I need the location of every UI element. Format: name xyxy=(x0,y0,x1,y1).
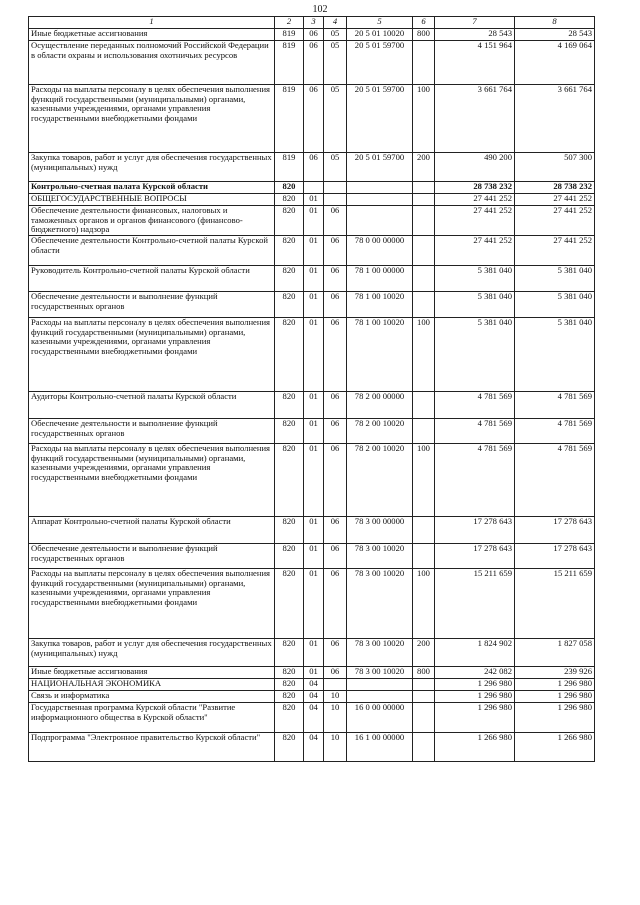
row-amount-2-cell: 1 296 980 xyxy=(515,679,595,691)
row-expense-type-cell: 200 xyxy=(413,639,435,667)
row-expense-type-cell xyxy=(413,392,435,419)
row-name-cell: Расходы на выплаты персоналу в целях обеспечения выполнения функций государственными (муниципальными) органами, казенными учреждениями, органами управления государственными внебюджетными фондами xyxy=(29,569,275,639)
row-grbs-cell: 820 xyxy=(275,182,304,194)
table-row xyxy=(29,236,595,266)
row-expense-type-cell xyxy=(413,292,435,318)
row-amount-2-cell: 3 661 764 xyxy=(515,85,595,153)
row-amount-1-cell: 28 738 232 xyxy=(435,182,515,194)
row-section-cell: 01 xyxy=(304,639,324,667)
row-name-cell: Расходы на выплаты персоналу в целях обеспечения выполнения функций государственными (муниципальными) органами, казенными учреждениями, органами управления государственными внебюджетными фондами xyxy=(29,85,275,153)
row-grbs-cell: 820 xyxy=(275,392,304,419)
row-expense-type-cell xyxy=(413,206,435,236)
row-target-article-cell: 16 1 00 00000 xyxy=(347,733,413,762)
row-name-cell: Обеспечение деятельности и выполнение функций государственных органов xyxy=(29,544,275,569)
row-section-cell: 01 xyxy=(304,419,324,444)
row-name-cell: Руководитель Контрольно-счетной палаты Курской области xyxy=(29,266,275,292)
row-amount-2-cell: 239 926 xyxy=(515,667,595,679)
row-subsection-cell: 06 xyxy=(324,206,347,236)
row-grbs-cell: 820 xyxy=(275,569,304,639)
row-section-cell: 06 xyxy=(304,41,324,85)
row-expense-type-cell: 100 xyxy=(413,569,435,639)
row-subsection-cell: 06 xyxy=(324,236,347,266)
row-expense-type-cell: 800 xyxy=(413,29,435,41)
row-target-article-cell: 20 5 01 59700 xyxy=(347,85,413,153)
row-amount-1-cell: 490 200 xyxy=(435,153,515,182)
row-grbs-cell: 820 xyxy=(275,266,304,292)
row-name-cell: ОБЩЕГОСУДАРСТВЕННЫЕ ВОПРОСЫ xyxy=(29,194,275,206)
row-section-cell: 04 xyxy=(304,679,324,691)
row-expense-type-cell xyxy=(413,517,435,544)
row-amount-2-cell: 5 381 040 xyxy=(515,266,595,292)
row-section-cell: 04 xyxy=(304,691,324,703)
table-row xyxy=(29,318,595,392)
row-target-article-cell: 78 2 00 10020 xyxy=(347,444,413,517)
row-target-article-cell: 78 0 00 00000 xyxy=(347,236,413,266)
row-target-article-cell: 20 5 01 59700 xyxy=(347,153,413,182)
row-target-article-cell: 78 2 00 00000 xyxy=(347,392,413,419)
table-row xyxy=(29,679,595,691)
row-name-cell: Обеспечение деятельности Контрольно-счетной палаты Курской области xyxy=(29,236,275,266)
row-grbs-cell: 820 xyxy=(275,206,304,236)
row-amount-2-cell: 15 211 659 xyxy=(515,569,595,639)
row-target-article-cell: 20 5 01 59700 xyxy=(347,41,413,85)
row-amount-1-cell: 5 381 040 xyxy=(435,292,515,318)
row-grbs-cell: 820 xyxy=(275,733,304,762)
row-amount-1-cell: 4 781 569 xyxy=(435,392,515,419)
row-amount-2-cell: 17 278 643 xyxy=(515,544,595,569)
row-amount-2-cell: 17 278 643 xyxy=(515,517,595,544)
row-grbs-cell: 819 xyxy=(275,41,304,85)
row-subsection-cell: 06 xyxy=(324,292,347,318)
row-name-cell: Закупка товаров, работ и услуг для обеспечения государственных (муниципальных) нужд xyxy=(29,639,275,667)
table-row xyxy=(29,419,595,444)
row-section-cell: 01 xyxy=(304,236,324,266)
row-name-cell: Обеспечение деятельности и выполнение функций государственных органов xyxy=(29,292,275,318)
row-target-article-cell: 78 1 00 10020 xyxy=(347,318,413,392)
column-header: 2 xyxy=(275,17,304,29)
row-name-cell: Связь и информатика xyxy=(29,691,275,703)
row-target-article-cell: 78 3 00 10020 xyxy=(347,544,413,569)
row-subsection-cell xyxy=(324,194,347,206)
row-amount-1-cell: 1 266 980 xyxy=(435,733,515,762)
row-subsection-cell: 06 xyxy=(324,517,347,544)
row-name-cell: Аппарат Контрольно-счетной палаты Курской области xyxy=(29,517,275,544)
row-amount-1-cell: 3 661 764 xyxy=(435,85,515,153)
row-grbs-cell: 820 xyxy=(275,194,304,206)
row-name-cell: Расходы на выплаты персоналу в целях обеспечения выполнения функций государственными (муниципальными) органами, казенными учреждениями, органами управления государственными внебюджетными фондами xyxy=(29,444,275,517)
row-grbs-cell: 820 xyxy=(275,544,304,569)
row-section-cell: 04 xyxy=(304,733,324,762)
row-amount-1-cell: 1 296 980 xyxy=(435,691,515,703)
row-grbs-cell: 819 xyxy=(275,85,304,153)
table-row xyxy=(29,292,595,318)
row-amount-2-cell: 4 169 064 xyxy=(515,41,595,85)
row-section-cell: 06 xyxy=(304,29,324,41)
row-amount-1-cell: 5 381 040 xyxy=(435,318,515,392)
row-amount-2-cell: 28 543 xyxy=(515,29,595,41)
row-subsection-cell: 10 xyxy=(324,703,347,733)
row-section-cell: 01 xyxy=(304,292,324,318)
row-target-article-cell: 78 3 00 10020 xyxy=(347,667,413,679)
row-section-cell: 01 xyxy=(304,194,324,206)
row-amount-1-cell: 28 543 xyxy=(435,29,515,41)
row-target-article-cell xyxy=(347,679,413,691)
column-header: 4 xyxy=(324,17,347,29)
row-amount-1-cell: 15 211 659 xyxy=(435,569,515,639)
row-expense-type-cell xyxy=(413,182,435,194)
row-section-cell: 04 xyxy=(304,703,324,733)
table-row xyxy=(29,29,595,41)
row-name-cell: Закупка товаров, работ и услуг для обеспечения государственных (муниципальных) нужд xyxy=(29,153,275,182)
row-amount-2-cell: 4 781 569 xyxy=(515,392,595,419)
table-row xyxy=(29,733,595,762)
row-grbs-cell: 820 xyxy=(275,679,304,691)
table-row xyxy=(29,194,595,206)
budget-table xyxy=(28,16,595,762)
row-expense-type-cell xyxy=(413,691,435,703)
row-amount-1-cell: 17 278 643 xyxy=(435,544,515,569)
table-row xyxy=(29,569,595,639)
row-section-cell: 06 xyxy=(304,153,324,182)
row-target-article-cell: 78 3 00 10020 xyxy=(347,639,413,667)
row-section-cell: 01 xyxy=(304,569,324,639)
row-subsection-cell: 06 xyxy=(324,667,347,679)
row-subsection-cell xyxy=(324,182,347,194)
row-name-cell: Иные бюджетные ассигнования xyxy=(29,667,275,679)
row-amount-1-cell: 1 824 902 xyxy=(435,639,515,667)
row-target-article-cell: 16 0 00 00000 xyxy=(347,703,413,733)
row-expense-type-cell: 200 xyxy=(413,153,435,182)
row-name-cell: НАЦИОНАЛЬНАЯ ЭКОНОМИКА xyxy=(29,679,275,691)
table-row xyxy=(29,703,595,733)
row-subsection-cell: 06 xyxy=(324,419,347,444)
row-target-article-cell: 78 3 00 10020 xyxy=(347,569,413,639)
row-subsection-cell: 06 xyxy=(324,569,347,639)
row-subsection-cell: 06 xyxy=(324,318,347,392)
table-row xyxy=(29,392,595,419)
row-expense-type-cell xyxy=(413,236,435,266)
row-section-cell xyxy=(304,182,324,194)
row-expense-type-cell xyxy=(413,733,435,762)
row-target-article-cell: 78 2 00 10020 xyxy=(347,419,413,444)
row-section-cell: 01 xyxy=(304,444,324,517)
table-row xyxy=(29,153,595,182)
table-row xyxy=(29,667,595,679)
row-target-article-cell: 78 1 00 10020 xyxy=(347,292,413,318)
table-row xyxy=(29,517,595,544)
table-header-row xyxy=(29,17,595,29)
row-expense-type-cell xyxy=(413,41,435,85)
row-target-article-cell xyxy=(347,691,413,703)
row-name-cell: Осуществление переданных полномочий Российской Федерации в области охраны и использования охотничьих ресурсов xyxy=(29,41,275,85)
row-grbs-cell: 820 xyxy=(275,639,304,667)
row-name-cell: Подпрограмма "Электронное правительство Курской области" xyxy=(29,733,275,762)
table-row xyxy=(29,182,595,194)
row-amount-1-cell: 1 296 980 xyxy=(435,679,515,691)
row-expense-type-cell: 100 xyxy=(413,444,435,517)
row-grbs-cell: 820 xyxy=(275,517,304,544)
row-grbs-cell: 820 xyxy=(275,667,304,679)
table-row xyxy=(29,544,595,569)
row-subsection-cell: 06 xyxy=(324,639,347,667)
row-amount-2-cell: 28 738 232 xyxy=(515,182,595,194)
row-target-article-cell xyxy=(347,206,413,236)
row-section-cell: 01 xyxy=(304,517,324,544)
table-row xyxy=(29,206,595,236)
row-amount-2-cell: 27 441 252 xyxy=(515,194,595,206)
row-amount-1-cell: 27 441 252 xyxy=(435,236,515,266)
row-grbs-cell: 820 xyxy=(275,444,304,517)
row-amount-2-cell: 5 381 040 xyxy=(515,292,595,318)
row-subsection-cell: 06 xyxy=(324,392,347,419)
row-subsection-cell: 05 xyxy=(324,85,347,153)
row-target-article-cell: 78 3 00 00000 xyxy=(347,517,413,544)
row-subsection-cell: 06 xyxy=(324,544,347,569)
row-target-article-cell xyxy=(347,182,413,194)
row-subsection-cell: 06 xyxy=(324,266,347,292)
column-header: 7 xyxy=(435,17,515,29)
table-row xyxy=(29,639,595,667)
row-grbs-cell: 820 xyxy=(275,236,304,266)
row-subsection-cell: 10 xyxy=(324,691,347,703)
row-name-cell: Контрольно-счетная палата Курской области xyxy=(29,182,275,194)
row-expense-type-cell xyxy=(413,544,435,569)
row-amount-2-cell: 4 781 569 xyxy=(515,419,595,444)
row-name-cell: Расходы на выплаты персоналу в целях обеспечения выполнения функций государственными (муниципальными) органами, казенными учреждениями, органами управления государственными внебюджетными фондами xyxy=(29,318,275,392)
row-target-article-cell: 20 5 01 10020 xyxy=(347,29,413,41)
row-section-cell: 01 xyxy=(304,392,324,419)
row-expense-type-cell xyxy=(413,194,435,206)
row-section-cell: 06 xyxy=(304,85,324,153)
row-subsection-cell: 05 xyxy=(324,153,347,182)
table-row xyxy=(29,444,595,517)
column-header: 8 xyxy=(515,17,595,29)
row-amount-1-cell: 27 441 252 xyxy=(435,206,515,236)
table-row xyxy=(29,266,595,292)
row-amount-1-cell: 4 781 569 xyxy=(435,419,515,444)
row-name-cell: Государственная программа Курской области "Развитие информационного общества в Курской области" xyxy=(29,703,275,733)
row-section-cell: 01 xyxy=(304,667,324,679)
row-amount-2-cell: 1 296 980 xyxy=(515,691,595,703)
row-grbs-cell: 819 xyxy=(275,29,304,41)
row-subsection-cell: 10 xyxy=(324,733,347,762)
row-section-cell: 01 xyxy=(304,206,324,236)
row-subsection-cell: 06 xyxy=(324,444,347,517)
row-expense-type-cell xyxy=(413,679,435,691)
row-amount-2-cell: 5 381 040 xyxy=(515,318,595,392)
column-header: 6 xyxy=(413,17,435,29)
row-target-article-cell: 78 1 00 00000 xyxy=(347,266,413,292)
row-name-cell: Иные бюджетные ассигнования xyxy=(29,29,275,41)
row-amount-2-cell: 507 300 xyxy=(515,153,595,182)
table-row xyxy=(29,41,595,85)
row-amount-2-cell: 1 827 058 xyxy=(515,639,595,667)
column-header: 1 xyxy=(29,17,275,29)
row-amount-1-cell: 242 082 xyxy=(435,667,515,679)
row-amount-1-cell: 17 278 643 xyxy=(435,517,515,544)
row-section-cell: 01 xyxy=(304,266,324,292)
table-row xyxy=(29,691,595,703)
row-amount-1-cell: 4 781 569 xyxy=(435,444,515,517)
row-name-cell: Аудиторы Контрольно-счетной палаты Курской области xyxy=(29,392,275,419)
row-subsection-cell xyxy=(324,679,347,691)
row-amount-2-cell: 1 296 980 xyxy=(515,703,595,733)
row-section-cell: 01 xyxy=(304,318,324,392)
row-target-article-cell xyxy=(347,194,413,206)
page-number: 102 xyxy=(312,4,328,15)
row-expense-type-cell xyxy=(413,266,435,292)
row-amount-1-cell: 27 441 252 xyxy=(435,194,515,206)
row-name-cell: Обеспечение деятельности финансовых, налоговых и таможенных органов и органов финансового (финансово-бюджетного) надзора xyxy=(29,206,275,236)
row-amount-2-cell: 1 266 980 xyxy=(515,733,595,762)
row-expense-type-cell: 800 xyxy=(413,667,435,679)
row-grbs-cell: 820 xyxy=(275,419,304,444)
column-header: 5 xyxy=(347,17,413,29)
row-section-cell: 01 xyxy=(304,544,324,569)
row-amount-2-cell: 4 781 569 xyxy=(515,444,595,517)
row-expense-type-cell xyxy=(413,419,435,444)
row-grbs-cell: 820 xyxy=(275,691,304,703)
row-amount-1-cell: 1 296 980 xyxy=(435,703,515,733)
row-amount-1-cell: 4 151 964 xyxy=(435,41,515,85)
row-grbs-cell: 820 xyxy=(275,703,304,733)
table-row xyxy=(29,85,595,153)
row-subsection-cell: 05 xyxy=(324,41,347,85)
row-amount-2-cell: 27 441 252 xyxy=(515,236,595,266)
row-grbs-cell: 820 xyxy=(275,318,304,392)
row-subsection-cell: 05 xyxy=(324,29,347,41)
row-expense-type-cell: 100 xyxy=(413,318,435,392)
row-grbs-cell: 819 xyxy=(275,153,304,182)
row-expense-type-cell: 100 xyxy=(413,85,435,153)
row-amount-2-cell: 27 441 252 xyxy=(515,206,595,236)
column-header: 3 xyxy=(304,17,324,29)
row-grbs-cell: 820 xyxy=(275,292,304,318)
row-name-cell: Обеспечение деятельности и выполнение функций государственных органов xyxy=(29,419,275,444)
row-expense-type-cell xyxy=(413,703,435,733)
row-amount-1-cell: 5 381 040 xyxy=(435,266,515,292)
